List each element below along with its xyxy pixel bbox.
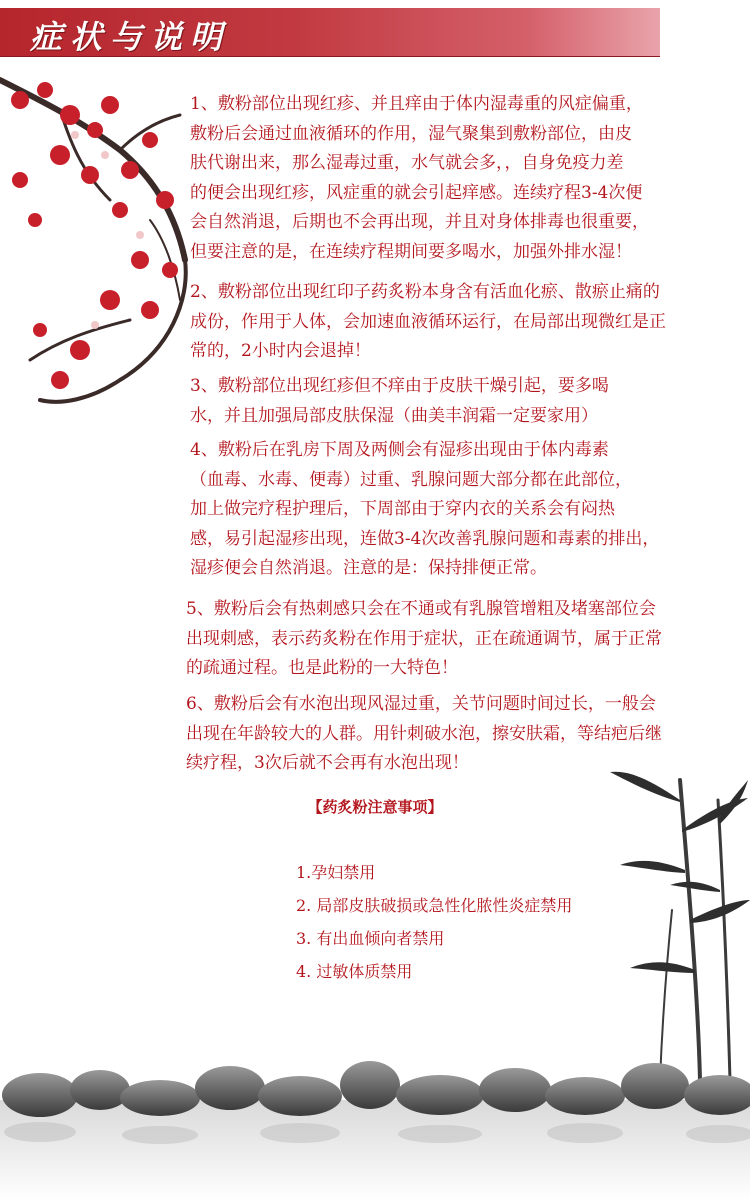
paragraph-5 bbox=[186, 595, 662, 684]
paragraph-line: 出现刺感，表示药炙粉在作用于症状，正在疏通调节，属于正常 bbox=[186, 628, 662, 649]
notes-item: 1.孕妇禁用 bbox=[296, 863, 376, 882]
banner-title: 症状与说明 bbox=[30, 18, 231, 56]
notes-title: 【药炙粉注意事项】 bbox=[307, 798, 443, 816]
paragraph-line: 成份，作用于人体，会加速血液循环运行，在局部出现微红是正 bbox=[190, 311, 666, 332]
paragraph-line: 会自然消退，后期也不会再出现，并且对身体排毒也很重要， bbox=[190, 212, 649, 233]
paragraph-line: 2、敷粉部位出现红印子药炙粉本身含有活血化瘀、散瘀止痛的 bbox=[190, 282, 660, 302]
paragraph-line: 感，易引起湿疹出现，连做3-4次改善乳腺问题和毒素的排出， bbox=[190, 528, 660, 549]
paragraph-line: 常的，2小时内会退掉！ bbox=[190, 341, 371, 362]
paragraph-line: 6、敷粉后会有水泡出现风湿过重，关节问题时间过长，一般会 bbox=[186, 694, 656, 714]
plum-blossom-illustration bbox=[0, 60, 200, 420]
paragraph-line: 5、敷粉后会有热刺感只会在不通或有乳腺管增粗及堵塞部位会 bbox=[186, 599, 656, 619]
paragraph-line: 3、敷粉部位出现红疹但不痒由于皮肤干燥引起，要多喝 bbox=[190, 376, 609, 396]
paragraph-line: 的疏通过程。也是此粉的一大特色！ bbox=[186, 658, 458, 679]
paragraph-line: 水，并且加强局部皮肤保湿（曲美丰润霜一定要家用） bbox=[190, 405, 598, 426]
paragraph-1 bbox=[190, 90, 649, 268]
paragraph-line: （血毒、水毒、便毒）过重、乳腺问题大部分都在此部位， bbox=[190, 469, 632, 490]
notes-list bbox=[296, 856, 572, 988]
paragraph-line: 肤代谢出来，那么湿毒过重，水气就会多，，自身免疫力差 bbox=[190, 153, 624, 174]
paragraph-line: 1、敷粉部位出现红疹、并且痒由于体内湿毒重的风症偏重， bbox=[190, 94, 643, 114]
paragraph-4 bbox=[190, 436, 659, 584]
paragraph-line: 湿疹便会自然消退。注意的是：保持排便正常。 bbox=[190, 558, 547, 579]
paragraph-line: 但要注意的是，在连续疗程期间要多喝水，加强外排水湿！ bbox=[190, 241, 632, 262]
header-banner bbox=[0, 0, 750, 62]
notes-item: 4. 过敏体质禁用 bbox=[296, 962, 413, 981]
paragraph-line: 敷粉后会通过血液循环的作用，湿气聚集到敷粉部位，由皮 bbox=[190, 123, 632, 144]
paragraph-line: 加上做完疗程护理后，下周部由于穿内衣的关系会有闷热 bbox=[190, 499, 615, 520]
notes-item: 3. 有出血倾向者禁用 bbox=[296, 929, 445, 948]
bamboo-illustration bbox=[590, 740, 750, 1080]
paragraph-line: 出现在年龄较大的人群。用针刺破水泡，擦安肤霜，等结疤后继 bbox=[186, 723, 662, 744]
paragraph-3 bbox=[190, 372, 609, 431]
paragraph-line: 4、敷粉后在乳房下周及两侧会有湿疹出现由于体内毒素 bbox=[190, 440, 609, 460]
notes-item: 2. 局部皮肤破损或急性化脓性炎症禁用 bbox=[296, 896, 573, 915]
paragraph-6 bbox=[186, 690, 662, 779]
paragraph-line: 的便会出现红疹，风症重的就会引起痒感。连续疗程3-4次便 bbox=[190, 182, 643, 203]
rocks-water-illustration bbox=[0, 1040, 750, 1201]
paragraph-line: 续疗程，3次后就不会再有水泡出现！ bbox=[186, 753, 469, 774]
paragraph-2 bbox=[190, 278, 666, 367]
